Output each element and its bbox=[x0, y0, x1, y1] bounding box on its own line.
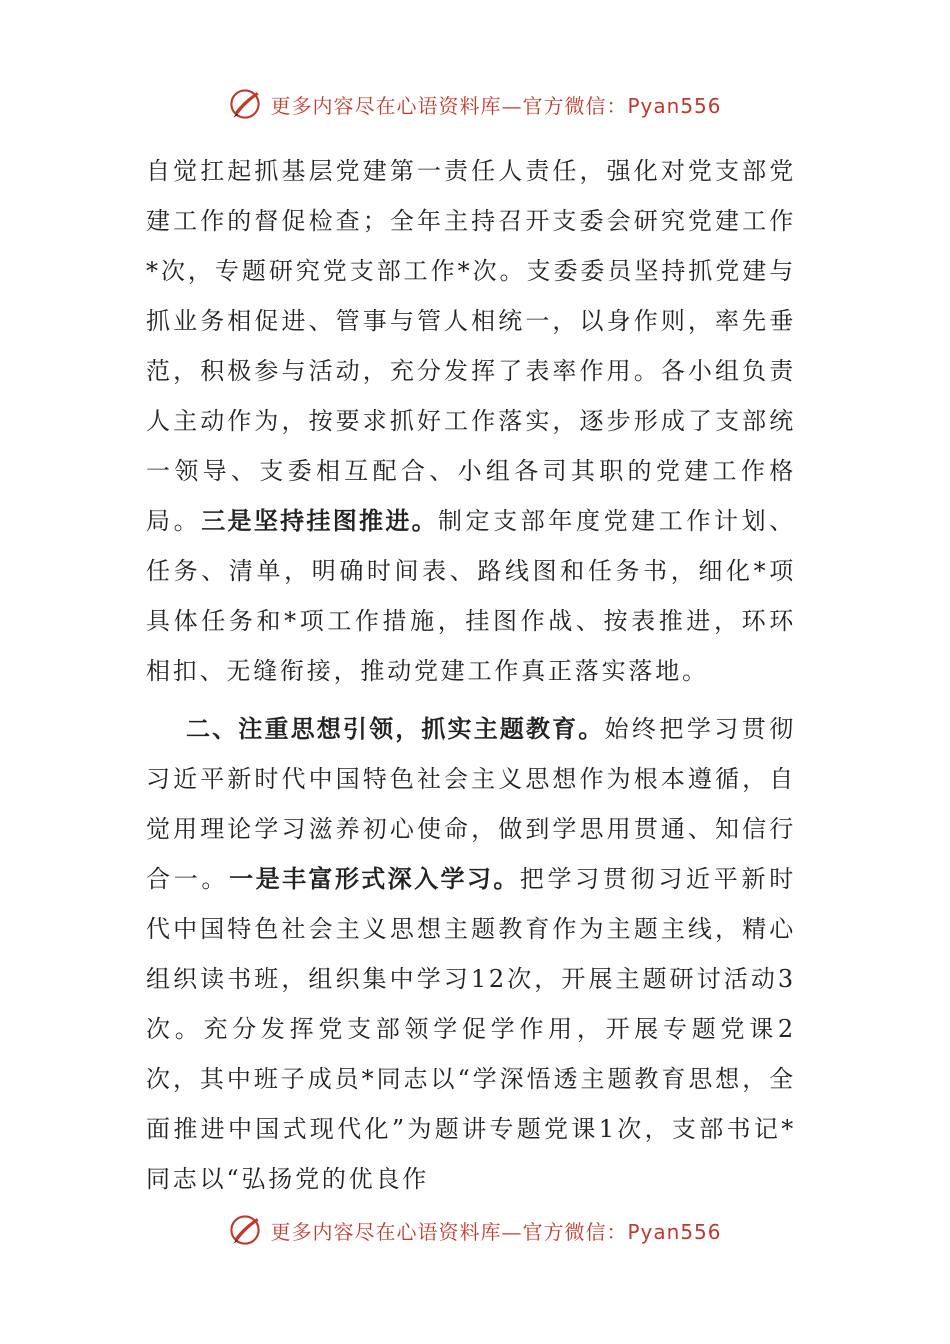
footer-banner-wechat-id: Pyan556 bbox=[627, 1219, 722, 1244]
paragraph-2 bbox=[146, 704, 796, 1204]
pen-logo-icon bbox=[228, 87, 262, 121]
paragraph-2-part-1: 始终把学习贯彻习近平新时代中国特色社会主义思想作为根本遵循，自觉用理论学习滋养初心使命，做到学思用贯通、知信行合一。 bbox=[146, 715, 796, 893]
footer-banner bbox=[0, 1210, 950, 1250]
pen-logo-icon bbox=[228, 1213, 262, 1247]
header-banner-main: 更多内容尽在心语资料库—官方微信： bbox=[270, 93, 628, 118]
paragraph-1-bold-1: 三是坚持挂图推进。 bbox=[201, 507, 438, 535]
header-banner-wechat-id: Pyan556 bbox=[627, 93, 722, 118]
paragraph-2-bold-1: 一是丰富形式深入学习。 bbox=[229, 865, 520, 893]
section-heading: 二、注重思想引领，抓实主题教育。 bbox=[186, 715, 605, 743]
header-banner bbox=[0, 84, 950, 124]
header-banner-text bbox=[270, 90, 721, 119]
document-body bbox=[146, 146, 796, 1204]
paragraph-2-part-2: 把学习贯彻习近平新时代中国特色社会主义思想主题教育作为主题主线，精心组织读书班，组织集中学习12次，开展主题研讨活动3次。充分发挥党支部领学促学作用，开展专题党课2次，其中班子成员*同志以“学深悟透主题教育思想，全面推进中国式现代化”为题讲专题党课1次，支部书记*同志以“弘扬党的优良作 bbox=[146, 865, 797, 1193]
footer-banner-text bbox=[270, 1216, 721, 1245]
footer-banner-main: 更多内容尽在心语资料库—官方微信： bbox=[270, 1219, 628, 1244]
paragraph-1-part-2: 制定支部年度党建工作计划、任务、清单，明确时间表、路线图和任务书，细化*项具体任务和*项工作措施，挂图作战、按表推进，环环相扣、无缝衔接，推动党建工作真正落实落地。 bbox=[146, 507, 796, 685]
paragraph-1 bbox=[146, 146, 796, 696]
paragraph-1-part-1: 自觉扛起抓基层党建第一责任人责任，强化对党支部党建工作的督促检查；全年主持召开支委会研究党建工作*次，专题研究党支部工作*次。支委委员坚持抓党建与抓业务相促进、管事与管人相统一，以身作则，率先垂范，积极参与活动，充分发挥了表率作用。各小组负责人主动作为，按要求抓好工作落实，逐步形成了支部统一领导、支委相互配合、小组各司其职的党建工作格局。 bbox=[146, 157, 796, 535]
